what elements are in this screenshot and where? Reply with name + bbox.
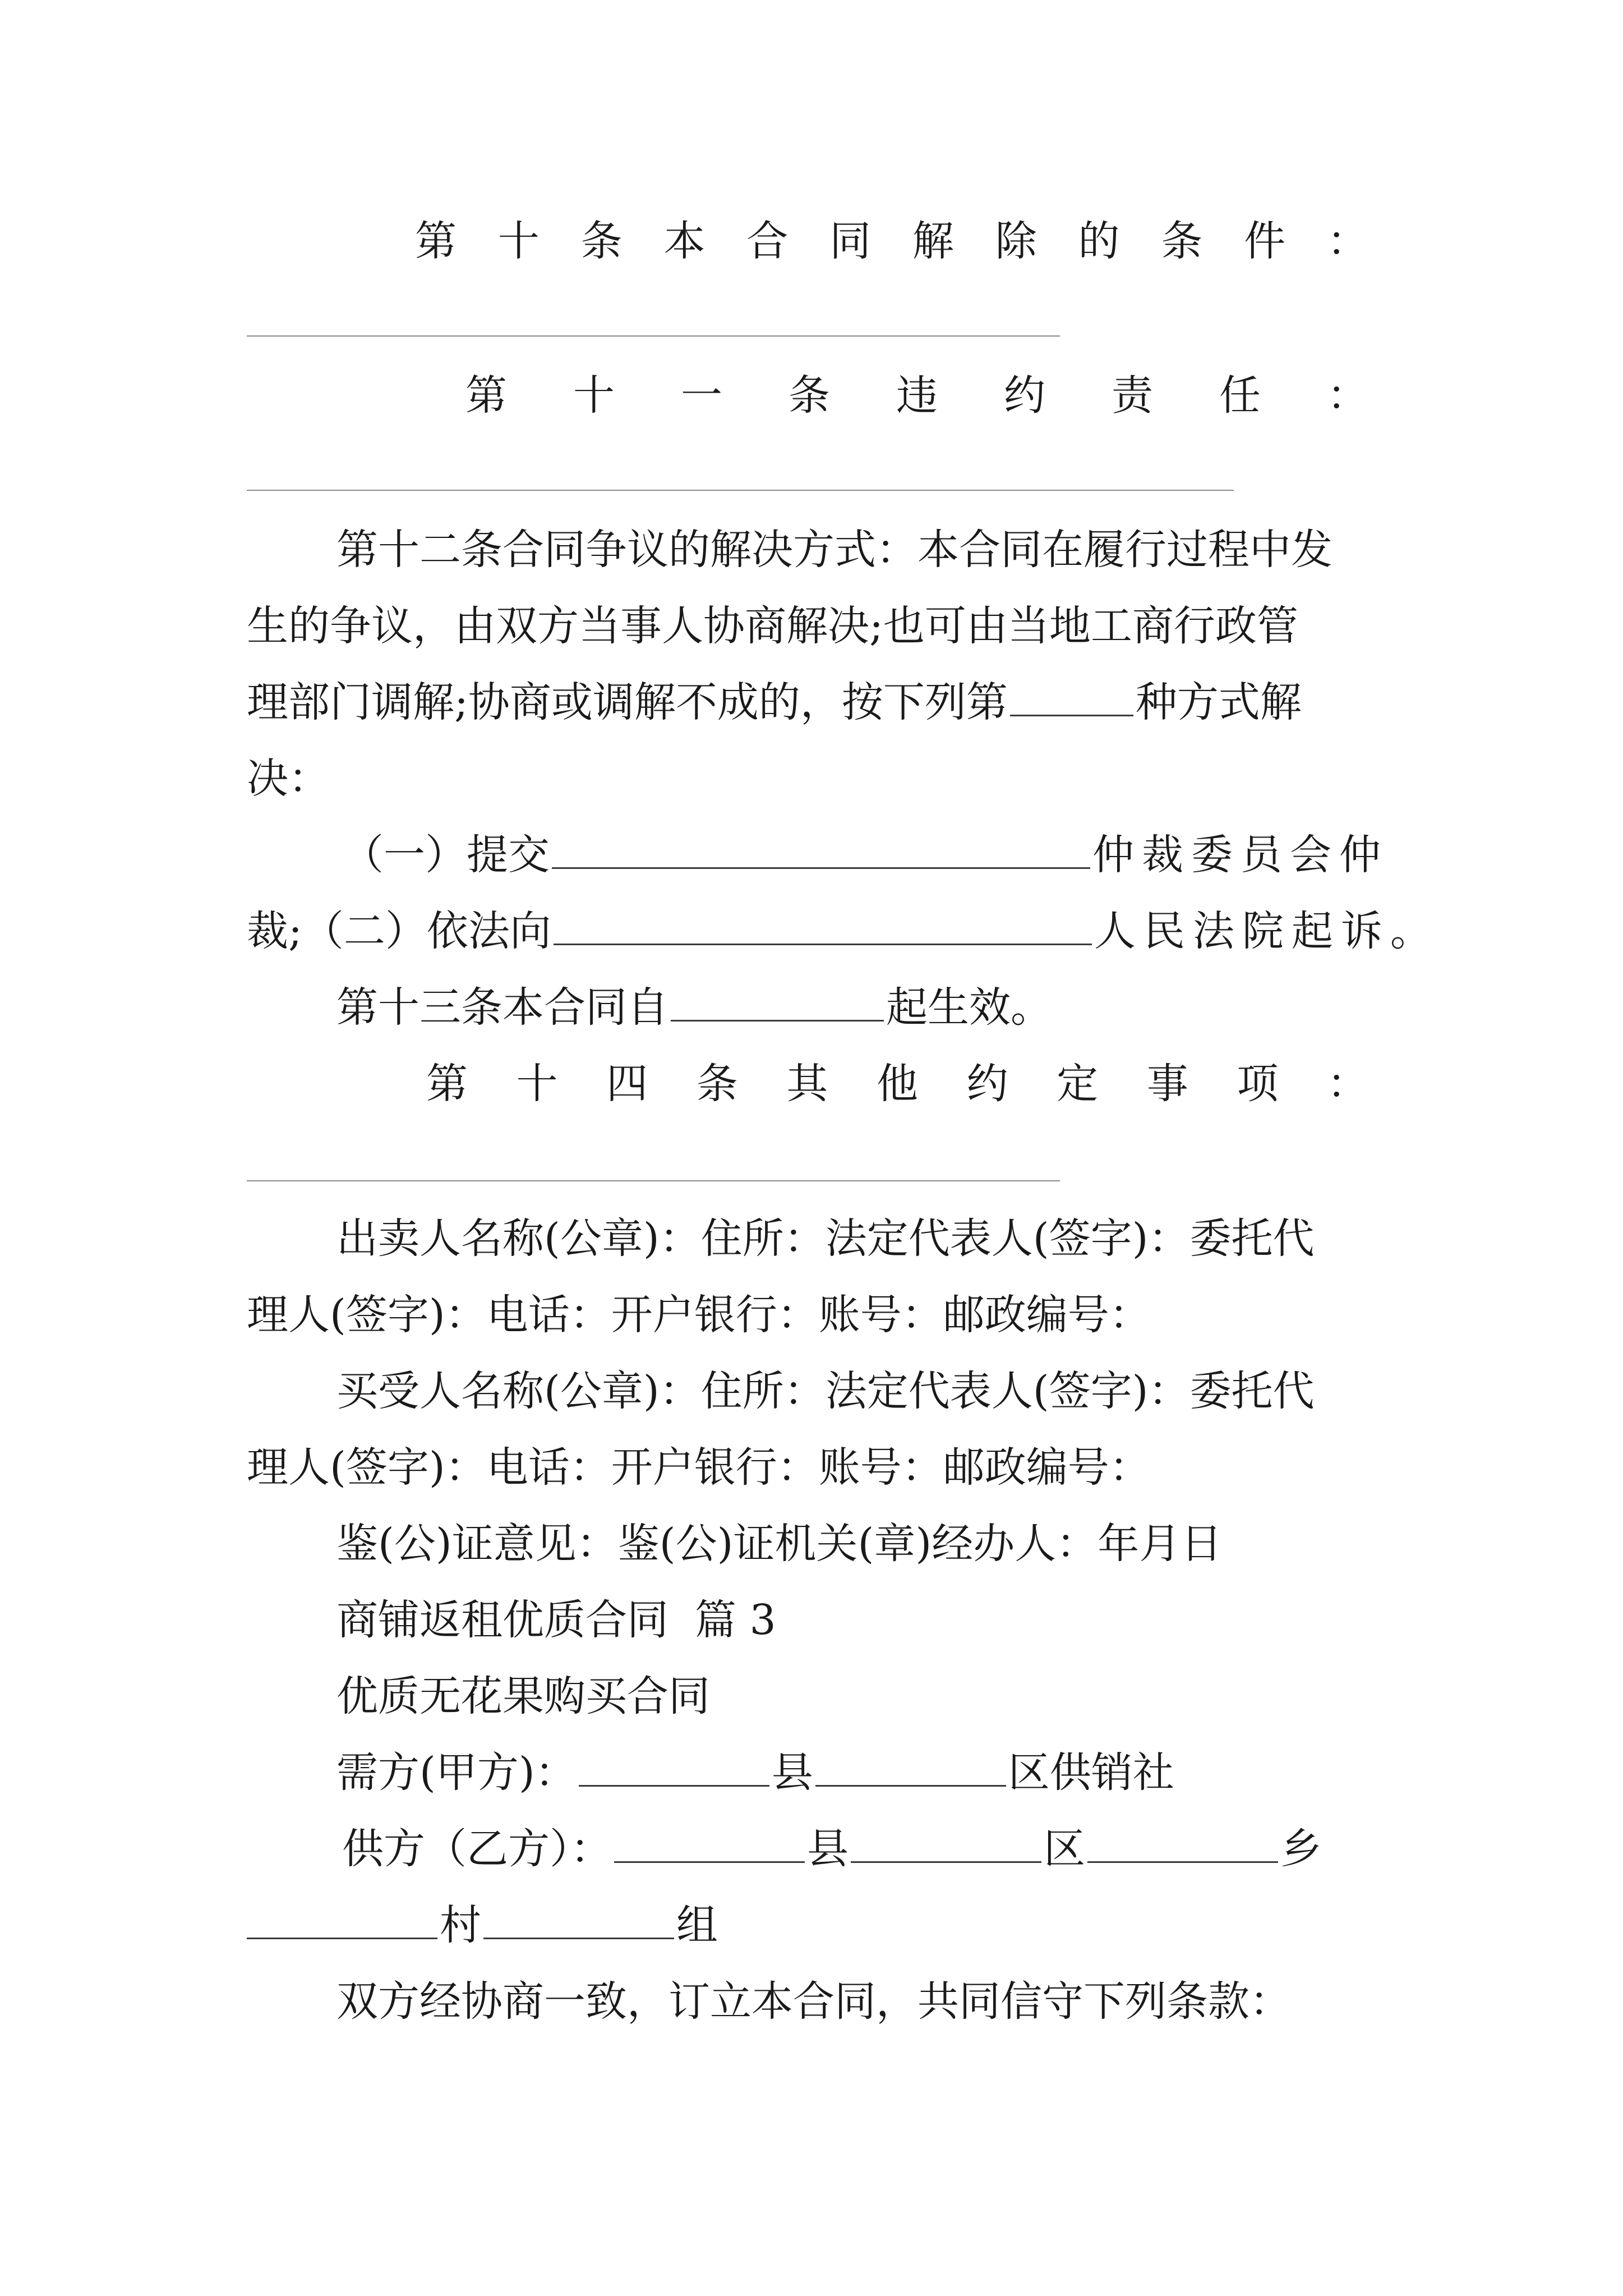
seller-line-2: 理人(签字)：电话：开户银行：账号：邮政编号： — [247, 1291, 1151, 1339]
char: 事 — [1146, 1060, 1188, 1108]
text: 理部门调解;协商或调解不成的，按下列第 — [247, 678, 1008, 726]
text: 乡 — [1280, 1825, 1322, 1873]
char: 第 — [426, 1060, 468, 1108]
char: 其 — [786, 1060, 828, 1108]
text: 供方（乙方）： — [342, 1825, 612, 1873]
notary-line: 鉴(公)证意见：鉴(公)证机关(章)经办人：年月日 — [336, 1520, 1223, 1568]
blank-line — [579, 1746, 769, 1787]
blank-line — [1010, 675, 1133, 716]
blank-line — [247, 1898, 437, 1939]
char: 十 — [573, 371, 615, 420]
text: 区供销社 — [1008, 1749, 1174, 1797]
char: 项 — [1237, 1060, 1279, 1108]
arbitration-line-2 — [247, 903, 1440, 959]
text: 人民法院起诉。 — [1094, 907, 1440, 955]
char: 合 — [746, 217, 789, 265]
char: 本 — [663, 217, 706, 265]
char: 解 — [912, 217, 954, 265]
article-12-line-3 — [247, 674, 1391, 730]
char: 十 — [497, 217, 540, 265]
section-title: 商铺返租优质合同 篇 3 — [336, 1596, 776, 1644]
fill-in-rule — [247, 335, 1060, 337]
char: 一 — [681, 371, 722, 420]
char: 他 — [876, 1060, 918, 1108]
char: 十 — [516, 1060, 558, 1108]
blank-line — [554, 904, 1092, 945]
text: 县 — [771, 1749, 813, 1797]
char: 违 — [896, 371, 938, 420]
char: 条 — [789, 371, 830, 420]
seller-line-1: 出卖人名称(公章)：住所：法定代表人(签字)：委托代 — [336, 1214, 1315, 1263]
char: 约 — [966, 1060, 1008, 1108]
article-11-heading — [465, 367, 1368, 424]
text: 需方(甲方)： — [336, 1749, 577, 1797]
article-12-line-2: 生的争议，由双方当事人协商解决;也可由当地工商行政管 — [247, 602, 1298, 650]
fill-in-rule — [247, 490, 1234, 491]
char: 的 — [1078, 217, 1120, 265]
article-12-line-1: 第十二条合同争议的解决方式：本合同在履行过程中发 — [336, 526, 1332, 574]
text: 起生效。 — [886, 983, 1052, 1032]
blank-line — [851, 1822, 1041, 1863]
blank-line — [671, 981, 884, 1022]
char: 件 — [1244, 217, 1286, 265]
buyer-line-2: 理人(签字)：电话：开户银行：账号：邮政编号： — [247, 1443, 1151, 1492]
char: 条 — [1161, 217, 1203, 265]
blank-line — [815, 1746, 1006, 1787]
arbitration-line-1 — [342, 827, 1396, 883]
char: 除 — [995, 217, 1037, 265]
char: 四 — [606, 1060, 648, 1108]
char: 责 — [1112, 371, 1153, 420]
text: 村 — [440, 1901, 481, 1949]
text: 裁;（二）依法向 — [247, 907, 551, 955]
buyer-line-1: 买受人名称(公章)：住所：法定代表人(签字)：委托代 — [336, 1367, 1315, 1415]
blank-line — [483, 1898, 674, 1939]
char: 任 — [1219, 371, 1261, 420]
char: 第 — [465, 371, 507, 420]
demand-party-line — [336, 1745, 1391, 1801]
supply-party-line-1 — [342, 1821, 1396, 1877]
char: 第 — [415, 217, 457, 265]
text: （一）提交 — [342, 831, 550, 879]
text: 种方式解 — [1135, 678, 1302, 726]
char: 定 — [1057, 1060, 1099, 1108]
blank-line — [614, 1822, 805, 1863]
char: ： — [1326, 1060, 1368, 1108]
text: 第十三条本合同自 — [336, 983, 668, 1032]
supply-party-line-2 — [247, 1897, 1391, 1953]
text: 组 — [676, 1901, 718, 1949]
char: 条 — [696, 1060, 738, 1108]
article-13 — [336, 979, 1391, 1036]
article-12-line-4: 决： — [247, 754, 330, 803]
blank-line — [552, 828, 1090, 869]
char: 同 — [829, 217, 872, 265]
text: 区 — [1044, 1825, 1085, 1873]
text: 仲裁委员会仲 — [1092, 831, 1389, 879]
char: 条 — [580, 217, 623, 265]
char: ： — [1326, 217, 1368, 265]
char: 约 — [1004, 371, 1045, 420]
fill-in-rule — [247, 1180, 1060, 1181]
blank-line — [1087, 1822, 1278, 1863]
agreement-line: 双方经协商一致，订立本合同，共同信守下列条款： — [336, 1977, 1291, 2026]
text: 县 — [807, 1825, 849, 1873]
char: ： — [1327, 371, 1368, 420]
article-14-heading — [426, 1056, 1368, 1112]
article-10-heading — [415, 213, 1368, 269]
contract-title: 优质无花果购买合同 — [336, 1672, 710, 1720]
